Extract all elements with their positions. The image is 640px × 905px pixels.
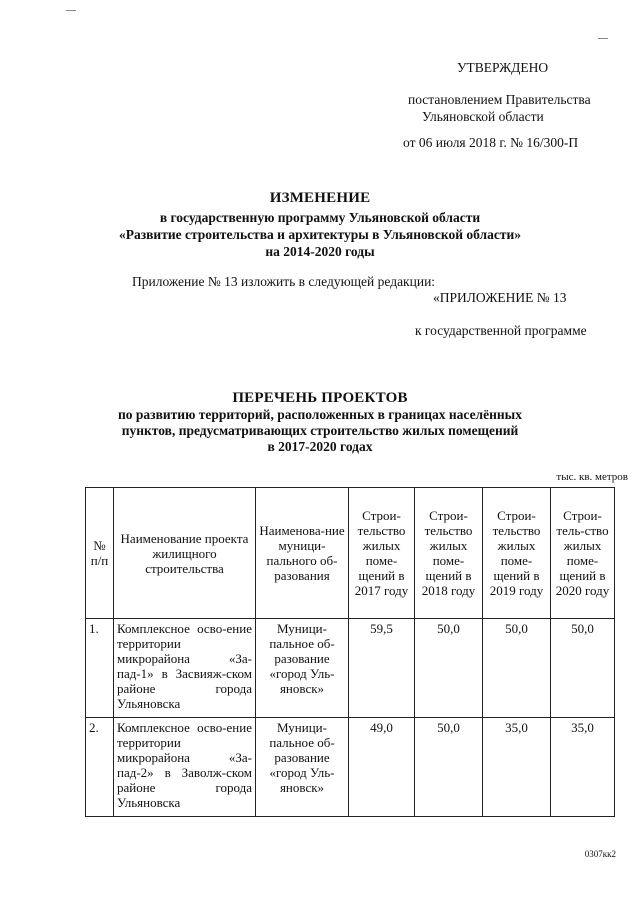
approved-label: УТВЕРЖДЕНО — [457, 60, 549, 75]
projects-table — [85, 487, 615, 817]
row-value-2017: 59,5 — [349, 619, 415, 718]
header-number: № п/п — [86, 488, 114, 619]
approved-by-line1: постановлением Правительства — [408, 92, 591, 107]
row-project: Комплексное осво-ение территории микрорайона «За-пад-2» в Заволж-ском районе города Ульяновска — [114, 718, 256, 817]
row-number: 1. — [86, 619, 114, 718]
scan-mark — [66, 10, 76, 11]
list-title: ПЕРЕЧЕНЬ ПРОЕКТОВ — [232, 390, 408, 406]
row-municipality: Муници-пальное об-разование «город Уль-яновск» — [256, 718, 349, 817]
amendment-line1: в государственную программу Ульяновской области — [159, 210, 481, 225]
header-project: Наименование проекта жилищного строительства — [114, 488, 256, 619]
header-2017: Строи-тельство жилых поме-щений в 2017 году — [349, 488, 415, 619]
row-value-2018: 50,0 — [415, 619, 483, 718]
amendment-title: ИЗМЕНЕНИЕ — [269, 190, 371, 206]
row-number: 2. — [86, 718, 114, 817]
approved-date: от 06 июля 2018 г. № 16/300-П — [403, 135, 579, 150]
header-2018: Строи-тельство жилых поме-щений в 2018 году — [415, 488, 483, 619]
table-row — [86, 619, 615, 718]
footer-code: 0307кк2 — [584, 849, 616, 859]
table-row — [86, 718, 615, 817]
list-subtitle-line2: пунктов, предусматривающих строительство жилых помещений — [121, 423, 519, 438]
amendment-line2: «Развитие строительства и архитектуры в Ульяновской области» — [118, 227, 522, 242]
list-subtitle-line1: по развитию территорий, расположенных в границах населённых — [118, 407, 522, 422]
units-label: тыс. кв. метров — [556, 471, 628, 483]
header-municipality: Наименова-ние муници-пального об-разования — [256, 488, 349, 619]
row-value-2019: 50,0 — [483, 619, 551, 718]
row-municipality: Муници-пальное об-разование «город Уль-яновск» — [256, 619, 349, 718]
table-header-row — [86, 488, 615, 619]
row-value-2018: 50,0 — [415, 718, 483, 817]
amendment-line3: на 2014-2020 годы — [265, 244, 375, 259]
row-value-2020: 35,0 — [551, 718, 615, 817]
header-2019: Строи-тельство жилых поме-щений в 2019 году — [483, 488, 551, 619]
approved-by-line2: Ульяновской области — [422, 109, 544, 124]
row-value-2020: 50,0 — [551, 619, 615, 718]
row-value-2019: 35,0 — [483, 718, 551, 817]
header-2020: Строи-тель-ство жилых поме-щений в 2020 году — [551, 488, 615, 619]
intro-text: Приложение № 13 изложить в следующей редакции: — [132, 274, 436, 289]
row-project: Комплексное осво-ение территории микрорайона «За-пад-1» в Засвияж-ском районе города Ульяновска — [114, 619, 256, 718]
list-subtitle-line3: в 2017-2020 годах — [267, 439, 373, 454]
appendix-label: «ПРИЛОЖЕНИЕ № 13 — [433, 290, 567, 305]
to-program-label: к государственной программе — [415, 323, 587, 338]
row-value-2017: 49,0 — [349, 718, 415, 817]
scan-mark — [598, 38, 608, 39]
